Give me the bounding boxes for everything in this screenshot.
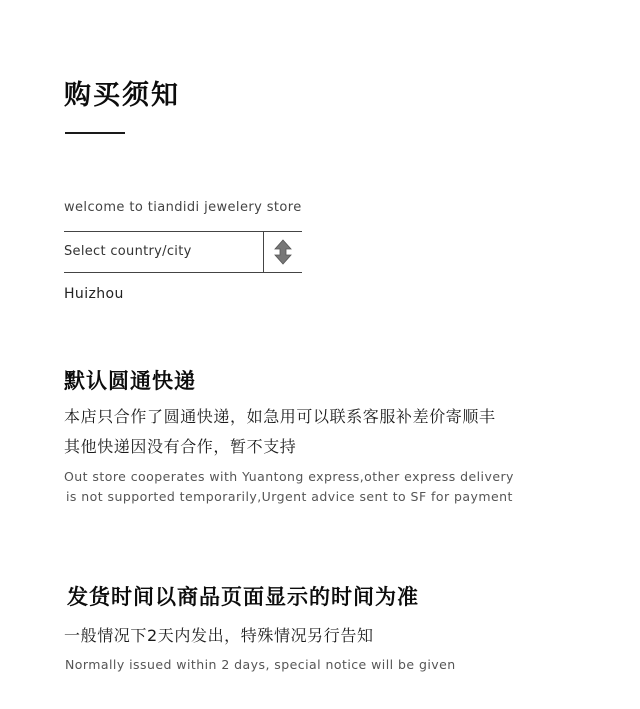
selector-divider [263,232,264,272]
up-down-arrows-icon[interactable] [272,238,294,266]
welcome-text: welcome to tiandidi jewelery store [64,200,302,215]
shipping-zh-line-1: 本店只合作了圆通快递，如急用可以联系客服补差价寄顺丰 [64,407,496,426]
delivery-zh-line: 一般情况下2天内发出，特殊情况另行告知 [64,626,374,645]
title-underline [65,132,125,134]
shipping-en-line-2: is not supported temporarily,Urgent advice sent to SF for payment [66,489,513,504]
selector-label: Select country/city [64,244,192,259]
shipping-en-line-1: Out store cooperates with Yuantong express,other express delivery [64,469,514,484]
delivery-en-line: Normally issued within 2 days, special notice will be given [65,657,456,672]
shipping-heading: 默认圆通快递 [64,369,196,393]
delivery-heading: 发货时间以商品页面显示的时间为准 [67,585,419,609]
shipping-zh-line-2: 其他快递因没有合作，暂不支持 [64,437,297,456]
selected-city: Huizhou [64,286,124,302]
page-title: 购买须知 [64,80,180,111]
country-city-selector[interactable] [64,231,302,273]
